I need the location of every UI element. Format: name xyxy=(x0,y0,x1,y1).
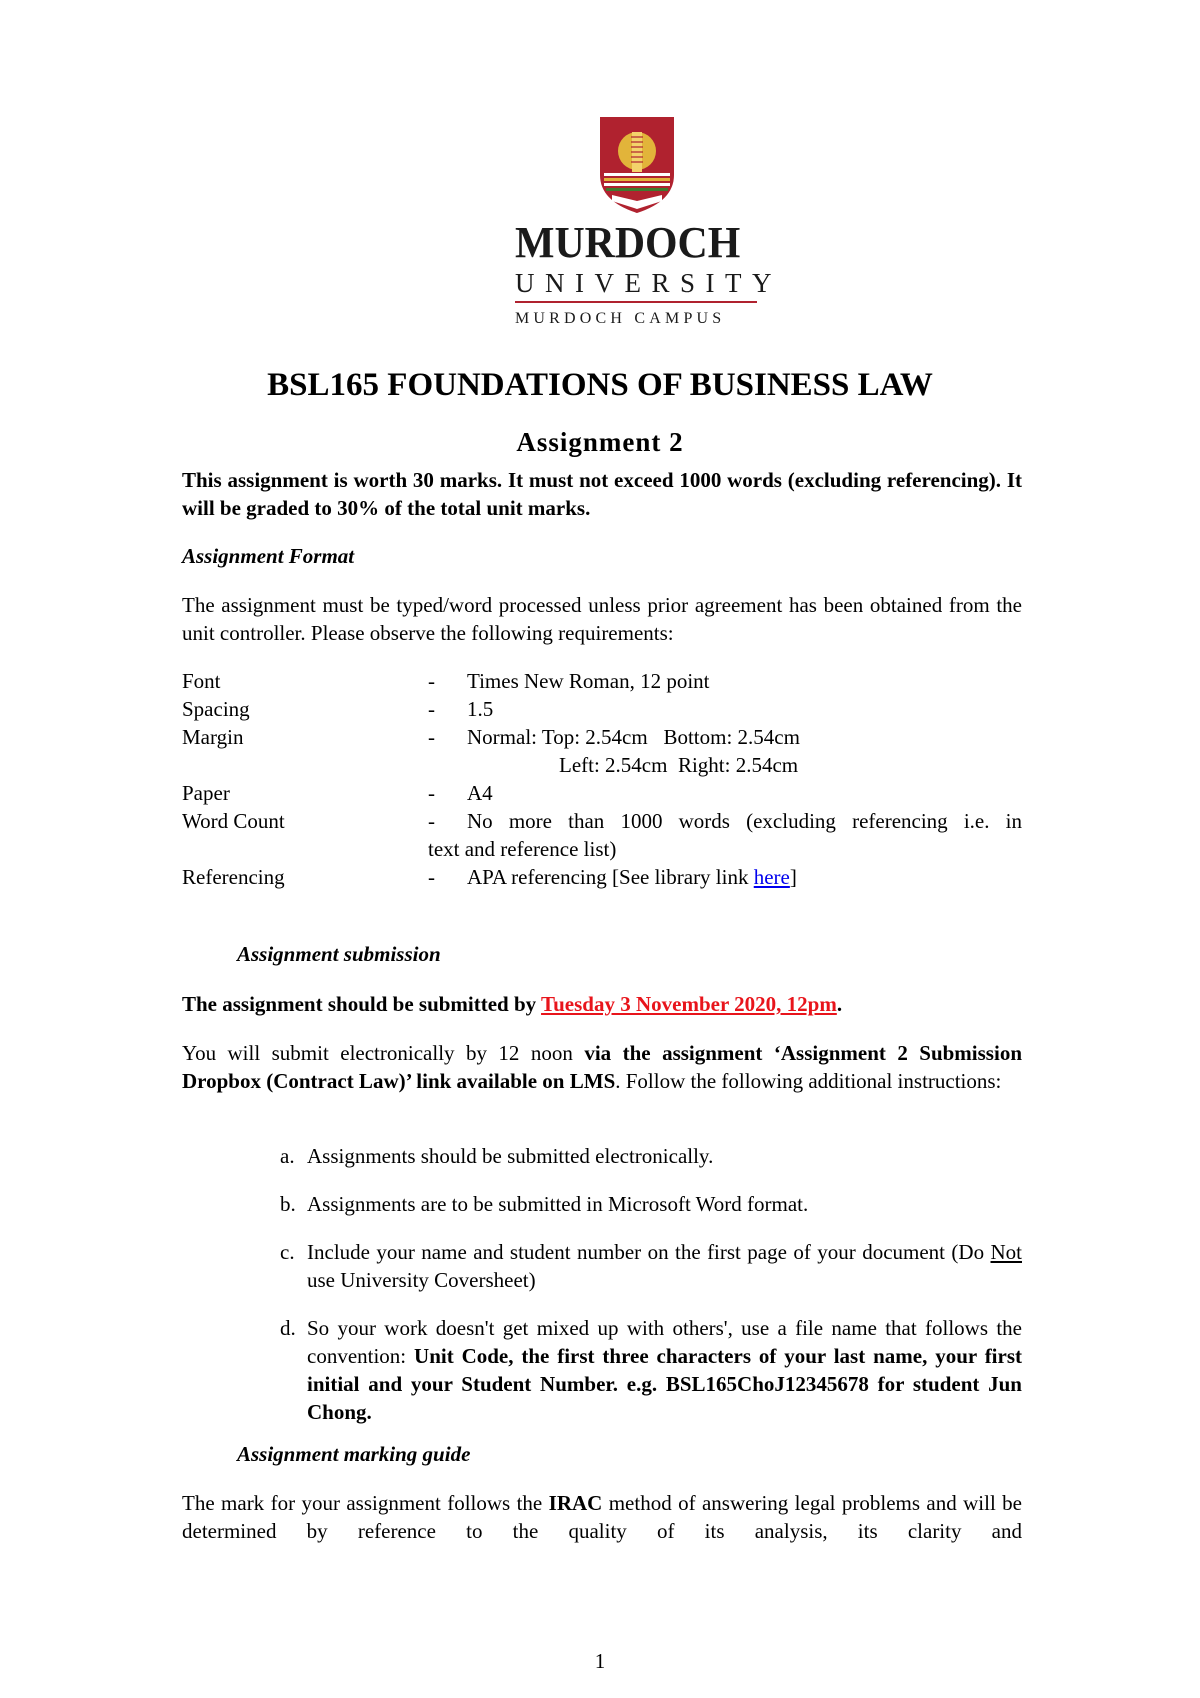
logo-university: UNIVERSITY xyxy=(515,268,782,298)
list-item-text: So your work doesn't get mixed up with others', use a file name that follows the convention: xyxy=(307,1316,1022,1368)
submission-dropbox-text: via the assignment ‘Assignment 2 Submission Dropbox (Contract Law)’ link available on LMS xyxy=(182,1041,1022,1093)
requirement-value: text and reference list) xyxy=(428,837,617,861)
intro-paragraph: This assignment is worth 30 marks. It must not exceed 1000 words (excluding referencing). It will be graded to 30% of the total unit marks. xyxy=(182,468,1022,520)
requirement-label: Word Count xyxy=(182,809,285,833)
requirement-value: Times New Roman, 12 point xyxy=(467,669,710,693)
library-link[interactable]: here xyxy=(753,865,790,889)
requirement-row-margin xyxy=(182,723,1022,751)
list-item-emphasis: Not xyxy=(990,1240,1022,1264)
list-marker: a. xyxy=(280,1144,295,1168)
format-heading: Assignment Format xyxy=(182,544,355,568)
list-item-text-continued: use University Coversheet) xyxy=(307,1268,536,1292)
irac-term: IRAC xyxy=(548,1491,603,1515)
requirement-label: Margin xyxy=(182,725,244,749)
requirement-row-paper xyxy=(182,779,1022,807)
list-marker: c. xyxy=(280,1240,295,1264)
list-item-text: Assignments are to be submitted in Microsoft Word format. xyxy=(307,1192,809,1216)
referencing-suffix: ] xyxy=(789,865,797,889)
submission-text-continued: . Follow the following additional instructions: xyxy=(615,1069,1002,1093)
list-item xyxy=(280,1314,1023,1426)
requirement-value xyxy=(467,863,797,891)
requirement-row-word-count xyxy=(182,807,1022,835)
requirement-dash: - xyxy=(428,669,435,693)
marking-heading: Assignment marking guide xyxy=(237,1442,471,1466)
requirement-value: No more than 1000 words (excluding referencing i.e. in xyxy=(467,809,1022,833)
deadline-date: Tuesday 3 November 2020, 12pm xyxy=(541,992,837,1016)
logo-wordmark: MURDOCH xyxy=(515,218,741,267)
logo-campus: MURDOCH CAMPUS xyxy=(515,310,726,327)
requirement-row-margin-continued xyxy=(182,751,1022,779)
referencing-text: APA referencing [See library link xyxy=(467,865,754,889)
deadline-prefix: The assignment should be submitted by xyxy=(182,992,542,1016)
deadline-suffix: . xyxy=(836,992,843,1016)
submission-heading: Assignment submission xyxy=(237,942,441,966)
requirement-label: Font xyxy=(182,669,221,693)
requirement-row-font xyxy=(182,667,1022,695)
submission-text: You will submit electronically by 12 noon xyxy=(182,1041,585,1065)
requirement-value: Left: 2.54cm Right: 2.54cm xyxy=(559,753,799,777)
page-number: 1 xyxy=(594,1649,606,1673)
requirement-row-spacing xyxy=(182,695,1022,723)
requirement-dash: - xyxy=(428,865,435,889)
requirement-label: Referencing xyxy=(182,865,285,889)
requirement-dash: - xyxy=(428,725,435,749)
marking-text-continued: method of answering legal problems and will be determined by reference to the quality of its analysis, its clarity and xyxy=(182,1491,1023,1543)
requirement-label: Paper xyxy=(182,781,230,805)
deadline-line xyxy=(182,990,842,1018)
list-marker: b. xyxy=(280,1192,296,1216)
requirement-dash: - xyxy=(428,697,435,721)
requirement-label: Spacing xyxy=(182,697,250,721)
requirement-value: 1.5 xyxy=(467,697,494,721)
file-naming-convention: Unit Code, the first three characters of your last name, your first initial and your Student Number. e.g. BSL165ChoJ12345678 for student Jun Chong. xyxy=(307,1344,1023,1424)
marking-text: The mark for your assignment follows the xyxy=(182,1491,549,1515)
university-crest-icon xyxy=(598,115,676,215)
requirement-value: Normal: Top: 2.54cm Bottom: 2.54cm xyxy=(467,725,800,749)
requirement-dash: - xyxy=(428,781,435,805)
list-item xyxy=(280,1190,1022,1218)
list-item xyxy=(280,1142,1022,1170)
list-marker: d. xyxy=(280,1316,296,1340)
list-item-text: Assignments should be submitted electronically. xyxy=(307,1144,714,1168)
document-subtitle: Assignment 2 xyxy=(516,427,684,457)
requirement-dash: - xyxy=(428,809,435,833)
requirement-value: A4 xyxy=(467,781,493,805)
logo-divider xyxy=(515,301,757,303)
requirement-row-referencing xyxy=(182,863,1022,891)
requirement-row-word-count-continued xyxy=(182,835,1022,863)
marking-paragraph xyxy=(182,1489,1022,1545)
list-item-text: Include your name and student number on the first page of your document (Do xyxy=(307,1240,991,1264)
list-item xyxy=(280,1238,1022,1294)
submission-paragraph xyxy=(182,1039,1022,1095)
document-title: BSL165 FOUNDATIONS OF BUSINESS LAW xyxy=(267,367,933,403)
format-paragraph: The assignment must be typed/word processed unless prior agreement has been obtained from the unit controller. Please observe the following requirements: xyxy=(182,593,1022,645)
